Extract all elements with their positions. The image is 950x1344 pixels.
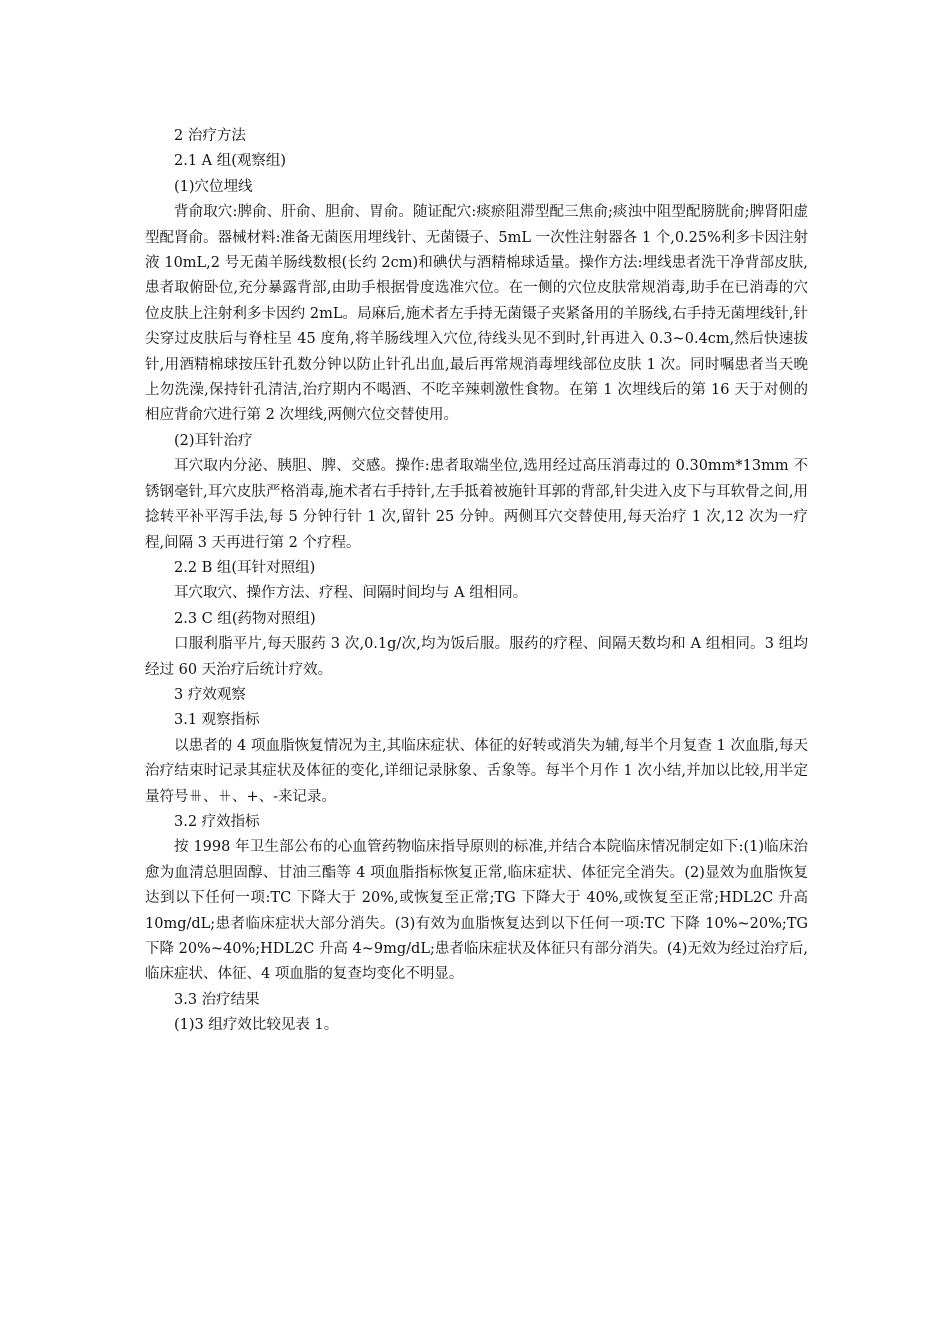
subsection-heading: 3.2 疗效指标 (174, 813, 260, 830)
subsection-heading: 3.3 治疗结果 (174, 991, 260, 1008)
body-paragraph: 以患者的 4 项血脂恢复情况为主,其临床症状、体征的好转或消失为辅,每半个月复查 1 次血脂,每天治疗结束时记录其症状及体征的变化,详细记录脉象、舌象等。每半个月作 1 次小结,并加以比较,用半定量符号⧻、⧺、+、-来记录。 (145, 737, 808, 805)
body-paragraph: 按 1998 年卫生部公布的心血管药物临床指导原则的标准,并结合本院临床情况制定如下:(1)临床治愈为血清总胆固醇、甘油三酯等 4 项血脂指标恢复正常,临床症状、体征完全消失。(2)显效为血脂恢复达到以下任何一项:TC 下降大于 20%,或恢复至正常;TG 下降大于 40%,或恢复至正常;HDL2C 升高 10mg/dL;患者临床症状大部分消失。(3)有效为血脂恢复达到以下任何一项:TC 下降 10%~20%;TG 下降 20%~40%;HDL2C 升高 4~9mg/dL;患者临床症状及体征只有部分消失。(4)无效为经过治疗后,临床症状、体征、4 项血脂的复查均变化不明显。 (145, 839, 808, 983)
body-paragraph: 耳穴取内分泌、胰胆、脾、交感。操作:患者取端坐位,选用经过高压消毒过的 0.30mm*13mm 不锈钢毫针,耳穴皮肤严格消毒,施术者右手持针,左手抵着被施针耳郭的背部,针尖进入皮下与耳软骨之间,用捻转平补平泻手法,每 5 分钟行针 1 次,留针 25 分钟。两侧耳穴交替使用,每天治疗 1 次,12 次为一疗程,间隔 3 天再进行第 2 个疗程。 (145, 458, 808, 551)
subsection-heading: 3.1 观察指标 (174, 712, 260, 729)
subsection-heading: 2.2 B 组(耳针对照组) (174, 559, 316, 576)
item-heading: (2)耳针治疗 (174, 432, 253, 449)
item-heading: (1)穴位埋线 (174, 178, 253, 195)
body-paragraph: 口服利脂平片,每天服药 3 次,0.1g/次,均为饭后服。服药的疗程、间隔天数均和 A 组相同。3 组均经过 60 天治疗后统计疗效。 (145, 636, 808, 678)
subsection-heading: 2.3 C 组(药物对照组) (174, 610, 316, 627)
body-paragraph: 背俞取穴:脾俞、肝俞、胆俞、胃俞。随证配穴:痰瘀阻滞型配三焦俞;痰浊中阻型配膀胱俞;脾肾阳虚型配肾俞。器械材料:准备无菌医用埋线针、无菌镊子、5mL 一次性注射器各 1 个,0.25%利多卡因注射液 10mL,2 号无菌羊肠线数根(长约 2cm)和碘伏与酒精棉球适量。操作方法:埋线患者洗干净背部皮肤,患者取俯卧位,充分暴露背部,由助手根据骨度选准穴位。在一侧的穴位皮肤常规消毒,助手在已消毒的穴位皮肤上注射利多卡因约 2mL。局麻后,施术者左手持无菌镊子夹紧备用的羊肠线,右手持无菌埋线针,针尖穿过皮肤后与脊柱呈 45 度角,将羊肠线埋入穴位,待线头见不到时,针再进入 0.3~0.4cm,然后快速拔针,用酒精棉球按压针孔数分钟以防止针孔出血,最后再常规消毒埋线部位皮肤 1 次。同时嘱患者当天晚上勿洗澡,保持针孔清洁,治疗期内不喝酒、不吃辛辣刺激性食物。在第 1 次埋线后的第 16 天于对侧的相应背俞穴进行第 2 次埋线,两侧穴位交替使用。 (145, 204, 808, 424)
document-page (145, 124, 808, 1039)
subsection-heading: 2.1 A 组(观察组) (174, 153, 287, 170)
body-paragraph: 耳穴取穴、操作方法、疗程、间隔时间均与 A 组相同。 (174, 585, 528, 602)
section-heading: 3 疗效观察 (174, 686, 246, 703)
item-heading: (1)3 组疗效比较见表 1。 (174, 1017, 339, 1034)
section-heading: 2 治疗方法 (174, 128, 246, 144)
